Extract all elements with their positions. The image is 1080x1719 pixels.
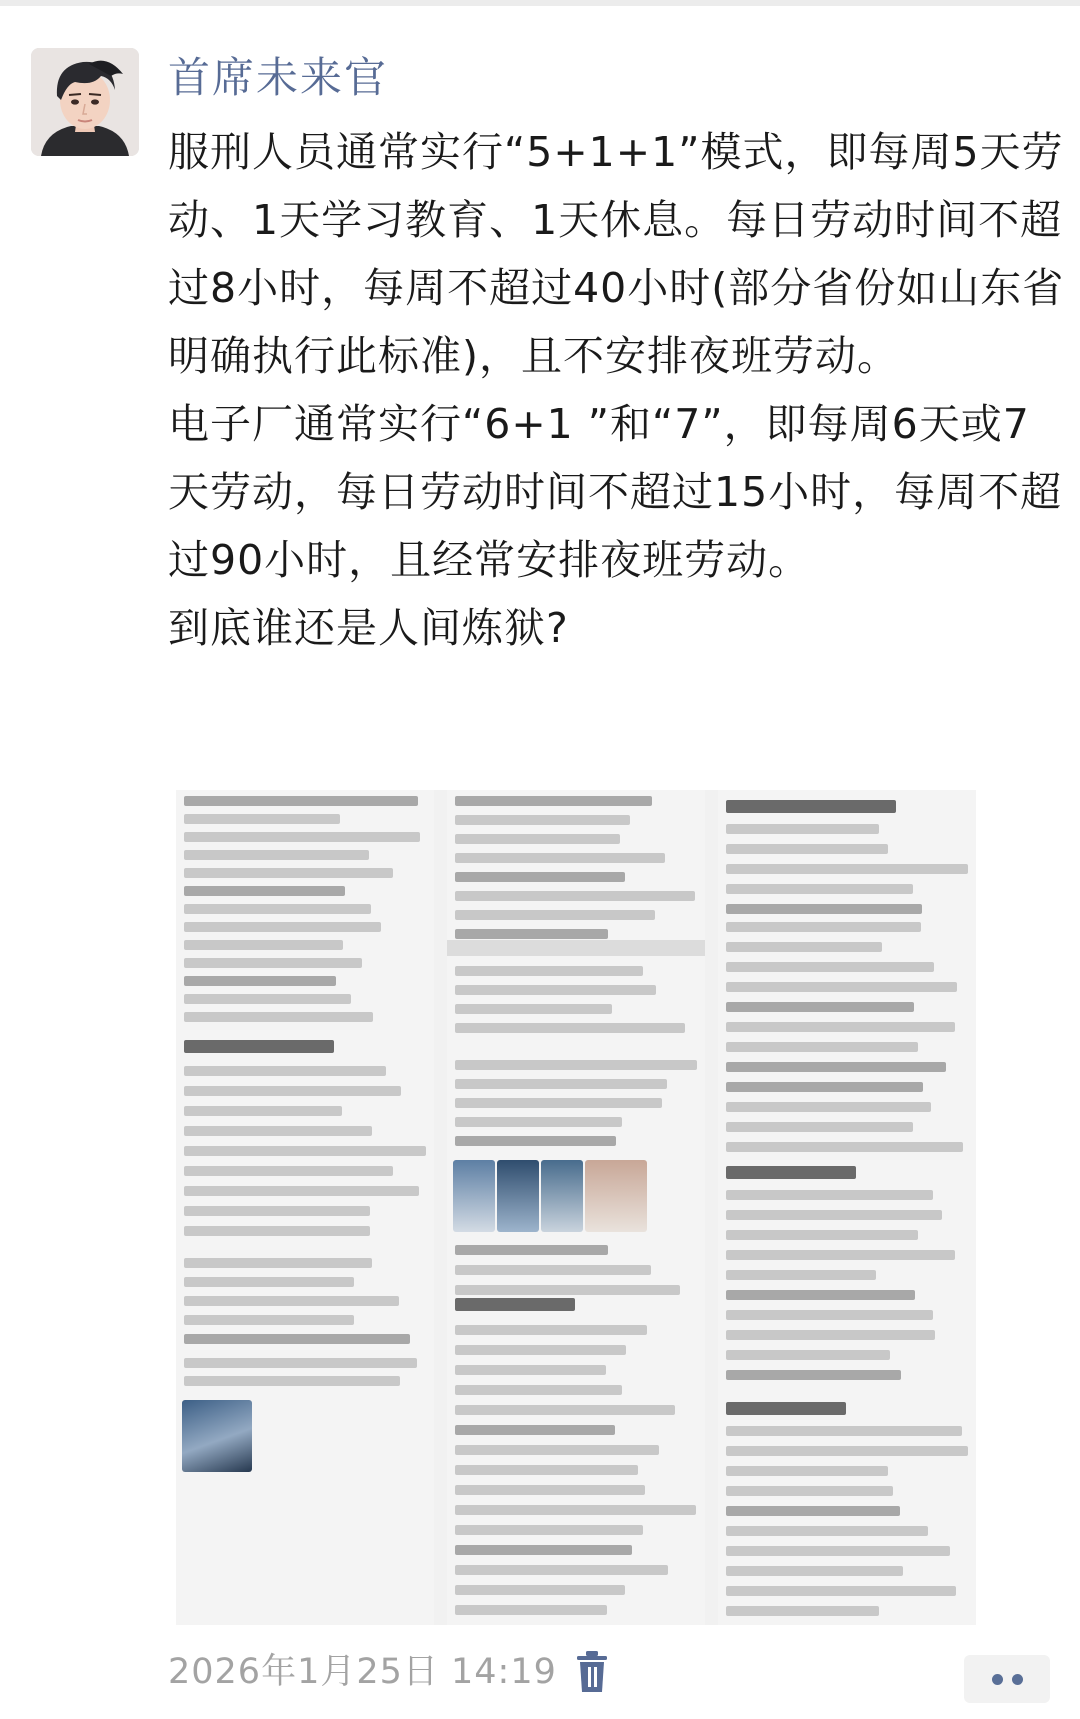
- blurred-text-line: [726, 1370, 901, 1380]
- blurred-text-line: [184, 904, 371, 914]
- thumbnail-photo: [453, 1160, 495, 1232]
- blurred-text-line: [455, 1060, 697, 1070]
- blurred-text-line: [455, 1605, 607, 1615]
- blurred-text-line: [455, 1385, 622, 1395]
- blurred-text-line: [726, 1190, 933, 1200]
- blurred-text-line: [455, 872, 625, 882]
- thumbnail-photo: [541, 1160, 583, 1232]
- blurred-text-line: [184, 832, 420, 842]
- blurred-text-line: [726, 982, 957, 992]
- blurred-text-line: [726, 1566, 903, 1576]
- blurred-text-line: [184, 1206, 370, 1216]
- blurred-text-line: [455, 1265, 651, 1275]
- avatar-portrait-image: [31, 48, 139, 156]
- blurred-text-line: [726, 1002, 914, 1012]
- blurred-text-line: [726, 1102, 931, 1112]
- blurred-text-line: [726, 884, 913, 894]
- avatar[interactable]: [31, 48, 139, 156]
- screenshot-column-right: [718, 790, 976, 1625]
- blurred-text-line: [726, 1546, 950, 1556]
- blurred-text-line: [726, 1330, 935, 1340]
- blurred-text-line: [726, 962, 934, 972]
- blurred-text-line: [455, 1345, 626, 1355]
- blurred-text-line: [455, 910, 655, 920]
- blurred-text-line: [455, 1525, 643, 1535]
- blurred-text-line: [726, 844, 888, 854]
- blurred-text-line: [726, 1122, 913, 1132]
- blurred-text-line: [455, 1245, 608, 1255]
- blurred-text-line: [726, 904, 922, 914]
- post-paragraph: 服刑人员通常实行“5+1+1”模式，即每周5天劳动、1天学习教育、1天休息。每日劳动时间不超过8小时，每周不超过40小时(部分省份如山东省明确执行此标准)，且不安排夜班劳动。: [168, 128, 1065, 380]
- blurred-text-line: [455, 929, 608, 939]
- blurred-text-line: [184, 1086, 401, 1096]
- blurred-text-line: [726, 1606, 879, 1616]
- blurred-text-line: [184, 1126, 372, 1136]
- thumbnail-photo: [182, 1400, 252, 1472]
- blurred-text-line: [726, 1446, 968, 1456]
- attached-screenshot-image[interactable]: [176, 790, 976, 1625]
- blurred-text-line: [726, 1250, 955, 1260]
- blurred-text-line: [455, 985, 656, 995]
- blurred-text-line: [455, 966, 643, 976]
- blurred-text-line: [455, 1325, 647, 1335]
- blurred-text-line: [455, 1079, 667, 1089]
- blurred-text-line: [184, 1012, 373, 1022]
- blurred-text-line: [726, 1350, 890, 1360]
- blurred-text-line: [455, 891, 695, 901]
- blurred-text-line: [455, 1405, 675, 1415]
- blurred-text-line: [726, 1426, 962, 1436]
- blurred-text-line: [184, 850, 369, 860]
- thumbnail-photo: [585, 1160, 647, 1232]
- blurred-text-line: [726, 942, 882, 952]
- blurred-text-line: [455, 1117, 622, 1127]
- blurred-text-line: [455, 1585, 625, 1595]
- top-divider: [0, 0, 1080, 6]
- blurred-text-line: [455, 834, 620, 844]
- blurred-text-line: [455, 1136, 616, 1146]
- blurred-text-line: [455, 1485, 645, 1495]
- blurred-text-line: [184, 994, 351, 1004]
- blurred-text-line: [455, 1465, 638, 1475]
- blurred-text-line: [184, 1166, 393, 1176]
- blurred-text-line: [184, 796, 418, 806]
- blurred-text-line: [726, 1586, 956, 1596]
- blurred-text-line: [455, 815, 630, 825]
- blurred-text-line: [726, 922, 921, 932]
- blurred-text-line: [455, 1365, 606, 1375]
- blurred-text-line: [455, 1565, 668, 1575]
- blurred-text-line: [184, 1376, 400, 1386]
- post-body: [168, 118, 1068, 662]
- blurred-text-line: [726, 824, 879, 834]
- blurred-text-line: [455, 1098, 662, 1108]
- blurred-text-line: [455, 1545, 632, 1555]
- post-paragraph: 到底谁还是人间炼狱?: [168, 604, 569, 652]
- blurred-text-line: [184, 976, 336, 986]
- blurred-text-line: [455, 1445, 659, 1455]
- blurred-text-line: [184, 1186, 419, 1196]
- blurred-text-line: [184, 1146, 426, 1156]
- blurred-text-line: [726, 1042, 918, 1052]
- blurred-text-line: [726, 1142, 963, 1152]
- blurred-text-line: [184, 868, 393, 878]
- trash-icon[interactable]: [574, 1650, 610, 1694]
- blurred-text-line: [726, 1022, 955, 1032]
- blurred-heading: [726, 800, 896, 813]
- blurred-text-line: [184, 1334, 410, 1344]
- blurred-text-line: [184, 1106, 342, 1116]
- blurred-text-line: [455, 1505, 696, 1515]
- blurred-text-line: [726, 1526, 928, 1536]
- blurred-text-line: [455, 796, 652, 806]
- blurred-text-line: [726, 1230, 918, 1240]
- blurred-text-line: [726, 1290, 915, 1300]
- screenshot-column-left: [176, 790, 434, 1625]
- section-divider: [447, 940, 705, 956]
- post-paragraph: 电子厂通常实行“6+1 ”和“7”，即每周6天或7天劳动，每日劳动时间不超过15小时，每周不超过90小时，且经常安排夜班劳动。: [168, 400, 1063, 584]
- blurred-text-line: [184, 922, 381, 932]
- more-dots-icon: [1012, 1674, 1023, 1685]
- blurred-text-line: [726, 1210, 942, 1220]
- blurred-text-line: [726, 1082, 923, 1092]
- more-dots-icon: [992, 1674, 1003, 1685]
- blurred-text-line: [726, 864, 968, 874]
- blurred-text-line: [184, 814, 340, 824]
- blurred-text-line: [726, 1506, 900, 1516]
- blurred-text-line: [455, 853, 665, 863]
- post-author-name[interactable]: 首席未来官: [168, 53, 389, 102]
- blurred-heading: [455, 1298, 575, 1311]
- blurred-text-line: [726, 1270, 876, 1280]
- more-options-button[interactable]: [964, 1655, 1050, 1703]
- blurred-text-line: [184, 958, 362, 968]
- blurred-text-line: [184, 1296, 399, 1306]
- blurred-text-line: [726, 1062, 946, 1072]
- thumbnail-photo: [497, 1160, 539, 1232]
- blurred-text-line: [184, 940, 343, 950]
- blurred-text-line: [184, 1315, 354, 1325]
- screenshot-column-middle: [447, 790, 705, 1625]
- blurred-text-line: [455, 1023, 685, 1033]
- post-timestamp: 2026年1月25日 14:19: [168, 1652, 557, 1692]
- blurred-heading: [184, 1040, 334, 1053]
- blurred-text-line: [455, 1425, 615, 1435]
- blurred-text-line: [455, 1004, 612, 1014]
- blurred-heading: [726, 1166, 856, 1179]
- blurred-text-line: [184, 1226, 370, 1236]
- blurred-heading: [726, 1402, 846, 1415]
- blurred-text-line: [184, 1258, 372, 1268]
- blurred-text-line: [184, 1277, 354, 1287]
- blurred-text-line: [455, 1285, 680, 1295]
- blurred-text-line: [184, 1358, 417, 1368]
- blurred-text-line: [726, 1486, 893, 1496]
- blurred-text-line: [726, 1466, 888, 1476]
- blurred-text-line: [184, 1066, 386, 1076]
- blurred-text-line: [184, 886, 345, 896]
- blurred-text-line: [726, 1310, 933, 1320]
